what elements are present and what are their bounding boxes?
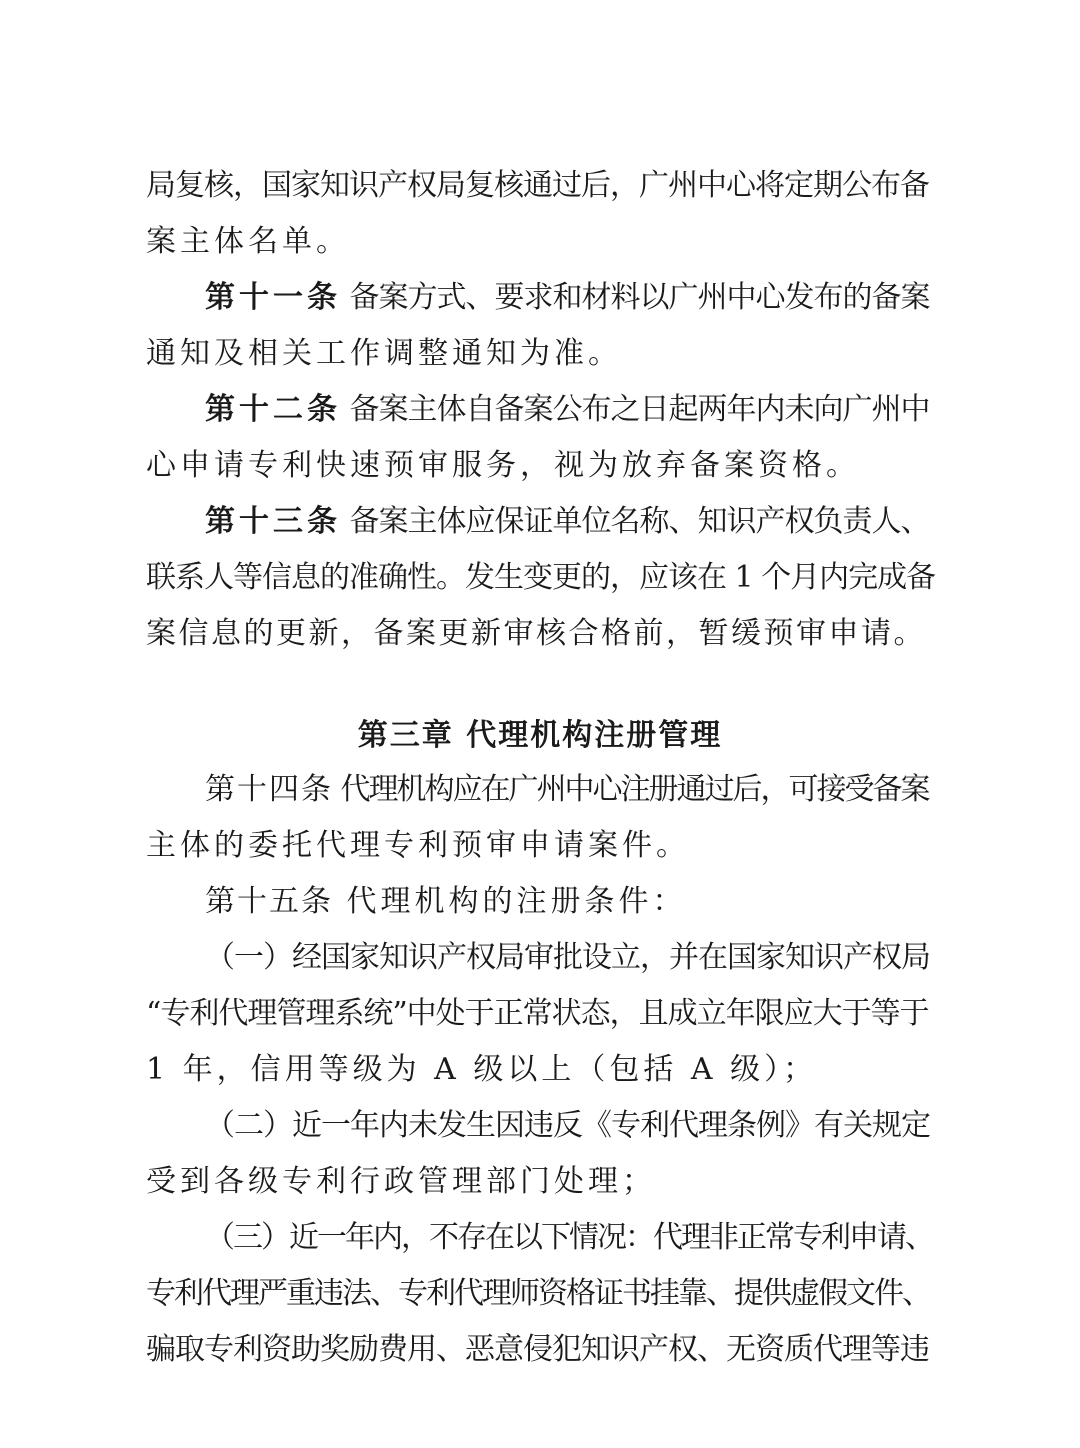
text-line: 主体的委托代理专利预审申请案件。 <box>146 828 690 863</box>
article-14-label: 第十四条 <box>205 772 333 807</box>
text-line: 1 年，信用等级为 A 级以上（包括 A 级）； <box>146 1052 818 1087</box>
text-line: 骗取专利资助奖励费用、恶意侵犯知识产权、无资质代理等违 <box>146 1332 929 1367</box>
list-item-3: （三）近一年内，不存在以下情况：代理非正常专利申请、 <box>205 1220 933 1255</box>
text-line: “专利代理管理系统”中处于正常状态，且成立年限应大于等于 <box>146 996 929 1031</box>
text-line: 受到各级专利行政管理部门处理； <box>146 1164 656 1199</box>
text-line: 局复核，国家知识产权局复核通过后，广州中心将定期公布备 <box>146 168 929 203</box>
article-13 <box>205 502 936 542</box>
article-15-text: 代理机构的注册条件： <box>346 884 687 919</box>
article-11-text: 备案方式、要求和材料以广州中心发布的备案 <box>349 280 930 315</box>
text-line: 心申请专利快速预审服务，视为放弃备案资格。 <box>146 448 860 483</box>
article-13-text: 备案主体应保证单位名称、知识产权负责人、 <box>349 504 930 539</box>
article-12 <box>205 390 936 430</box>
list-item-1: （一）经国家知识产权局审批设立，并在国家知识产权局 <box>205 940 930 975</box>
article-11 <box>205 278 936 318</box>
article-15 <box>205 882 936 922</box>
article-12-text: 备案主体自备案公布之日起两年内未向广州中 <box>349 392 930 427</box>
article-11-label: 第十一条 <box>205 280 341 315</box>
article-14-text: 代理机构应在广州中心注册通过后，可接受备案 <box>340 772 929 807</box>
list-item-2: （二）近一年内未发生因违反《专利代理条例》有关规定 <box>205 1108 930 1143</box>
chapter-heading: 第三章 代理机构注册管理 <box>357 718 723 753</box>
text-line: 联系人等信息的准确性。发生变更的，应该在 1 个月内完成备 <box>146 560 936 595</box>
article-13-label: 第十三条 <box>205 504 341 539</box>
article-12-label: 第十二条 <box>205 392 341 427</box>
article-14 <box>205 770 936 810</box>
text-line: 通知及相关工作调整通知为准。 <box>146 336 622 371</box>
article-15-label: 第十五条 <box>205 884 333 919</box>
text-line: 专利代理严重违法、专利代理师资格证书挂靠、提供虚假文件、 <box>146 1276 930 1311</box>
text-line: 案主体名单。 <box>146 224 350 259</box>
text-line: 案信息的更新，备案更新审核合格前，暂缓预审申请。 <box>146 616 926 651</box>
